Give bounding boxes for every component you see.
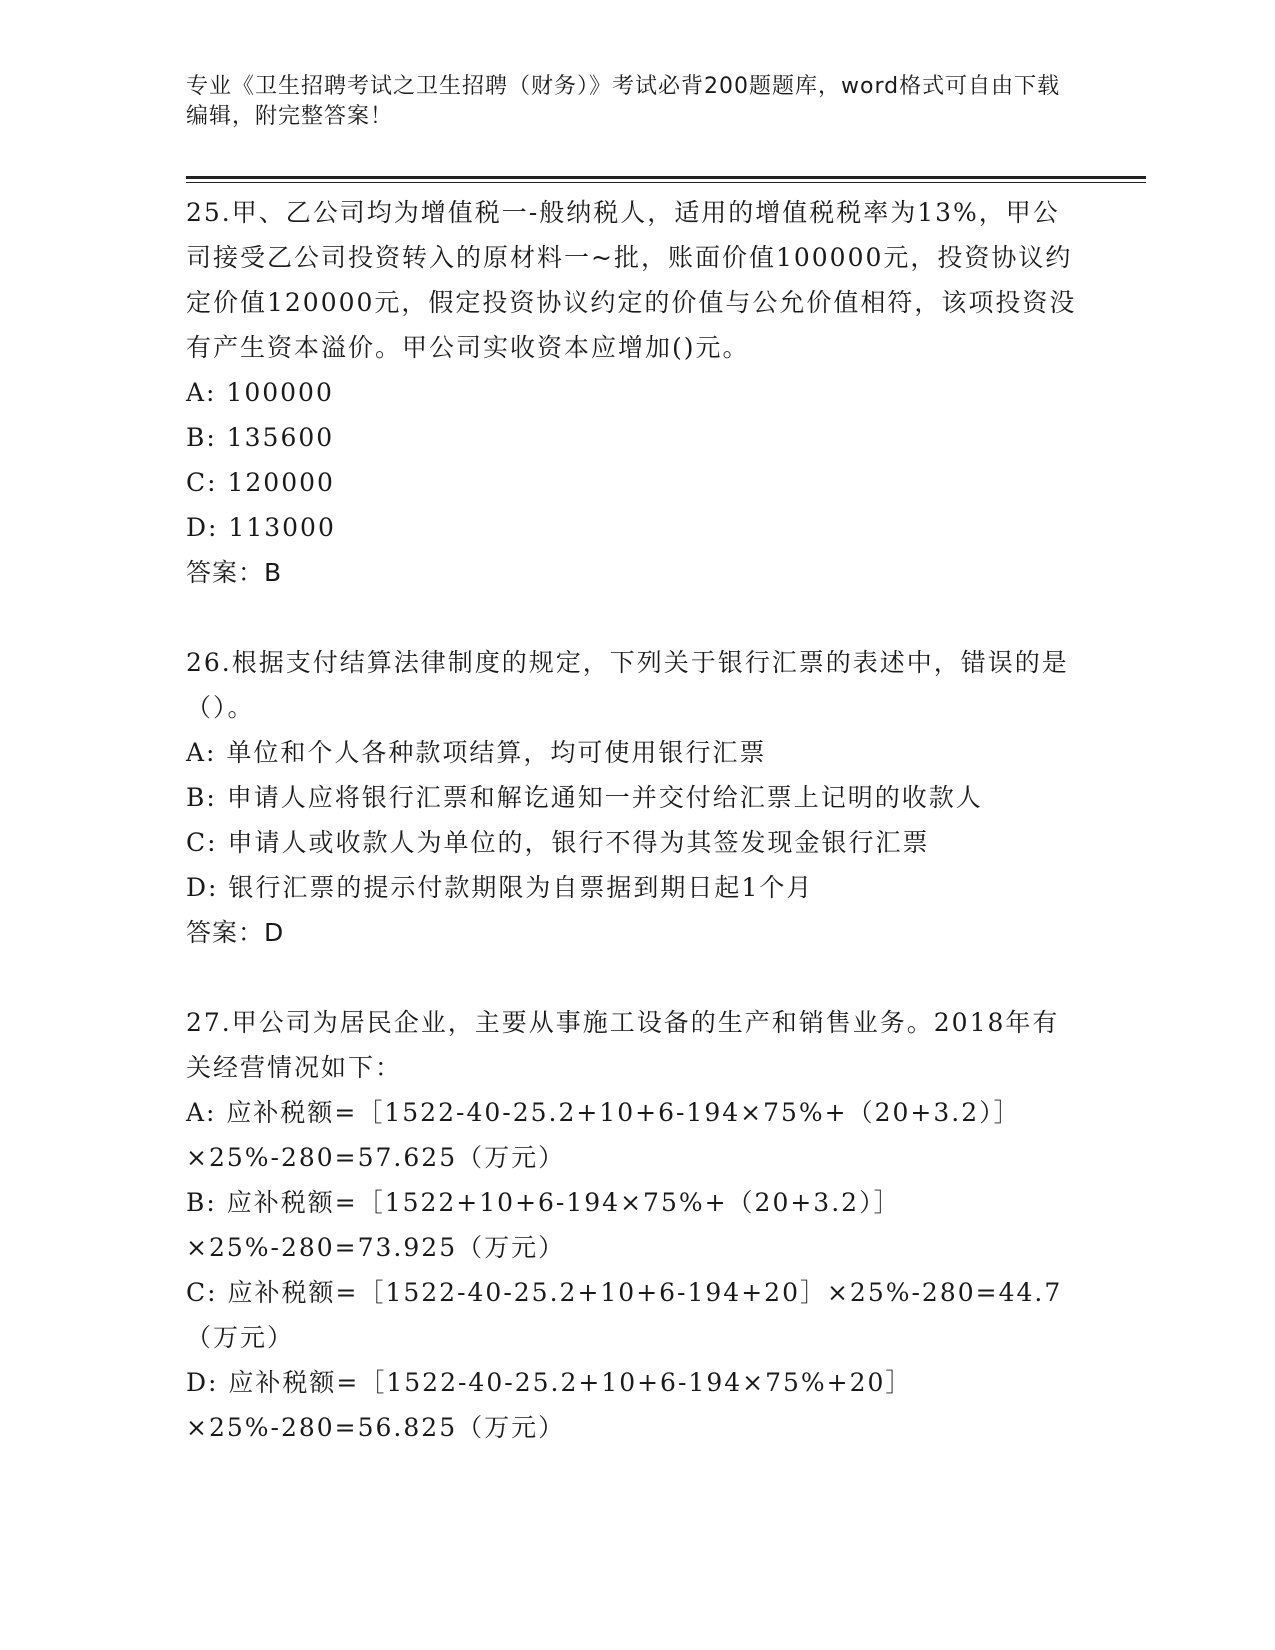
question-text: 27.甲公司为居民企业，主要从事施工设备的生产和销售业务。2018年有关经营情况如下： <box>186 1008 1060 1082</box>
question-list <box>186 190 1086 1450</box>
option-a: A: 单位和个人各种款项结算，均可使用银行汇票 <box>186 738 767 767</box>
answer: 答案：D <box>186 918 285 947</box>
header-rule-thick <box>186 176 1146 179</box>
question-text: 26.根据支付结算法律制度的规定，下列关于银行汇票的表述中，错误的是（）。 <box>186 648 1069 722</box>
option-b: B: 应补税额=［1522+10+6-194×75%+（20+3.2）］×25%-280=73.925（万元） <box>186 1188 901 1262</box>
option-d: D: 应补税额=［1522-40-25.2+10+6-194×75%+20］×25%-280=56.825（万元） <box>186 1368 913 1442</box>
question-25 <box>186 190 1086 595</box>
option-c: C: 应补税额=［1522-40-25.2+10+6-194+20］×25%-280=44.7（万元） <box>186 1278 1063 1352</box>
option-d: D: 113000 <box>186 513 336 542</box>
document-header: 专业《卫生招聘考试之卫生招聘（财务）》考试必背200题题库，word格式可自由下载编辑，附完整答案！ <box>186 74 1061 129</box>
option-c: C: 120000 <box>186 468 335 497</box>
option-a: A: 应补税额=［1522-40-25.2+10+6-194×75%+（20+3.2）］×25%-280=57.625（万元） <box>186 1098 1021 1172</box>
question-26 <box>186 640 1086 955</box>
header-rule-thin <box>186 182 1146 183</box>
option-c: C: 申请人或收款人为单位的，银行不得为其签发现金银行汇票 <box>186 828 930 857</box>
option-a: A: 100000 <box>186 378 334 407</box>
question-text: 25.甲、乙公司均为增值税一-般纳税人，适用的增值税税率为13%，甲公司接受乙公司投资转入的原材料一~批，账面价值100000元，投资协议约定价值120000元，假定投资协议约定的价值与公允价值相符，该项投资没有产生资本溢价。甲公司实收资本应增加()元。 <box>186 198 1077 362</box>
answer: 答案：B <box>186 558 283 587</box>
question-27 <box>186 1000 1086 1450</box>
option-d: D: 银行汇票的提示付款期限为自票据到期日起1个月 <box>186 873 814 902</box>
option-b: B: 135600 <box>186 423 335 452</box>
option-b: B: 申请人应将银行汇票和解讫通知一并交付给汇票上记明的收款人 <box>186 783 983 812</box>
